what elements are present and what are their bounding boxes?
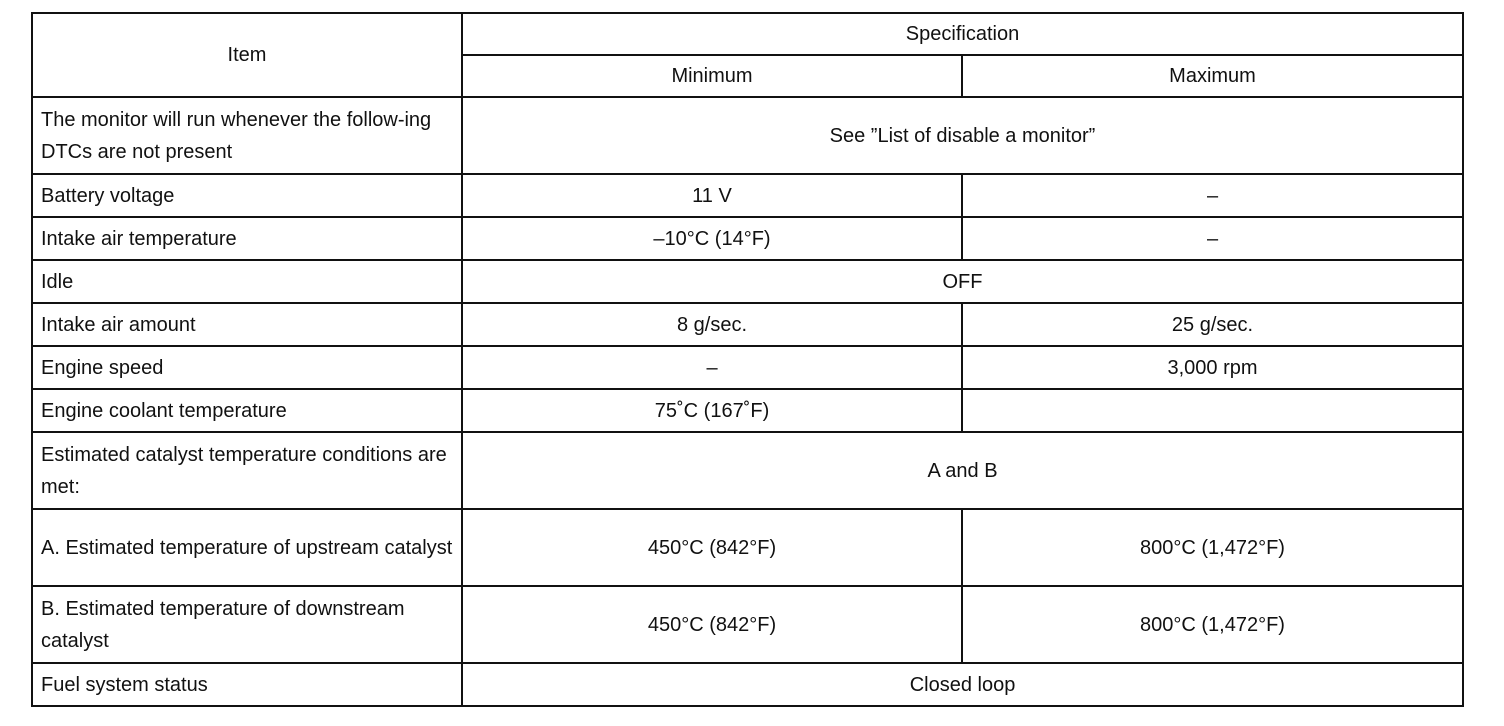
table-row <box>32 174 1463 217</box>
table-row <box>32 586 1463 663</box>
row-item: Fuel system status <box>32 663 462 706</box>
table-row <box>32 97 1463 174</box>
row-item: A. Estimated temperature of upstream catalyst <box>32 509 462 586</box>
header-specification: Specification <box>462 13 1463 55</box>
row-merged-value: OFF <box>462 260 1463 303</box>
row-maximum <box>962 389 1463 432</box>
table-row <box>32 663 1463 706</box>
spec-table-container <box>31 12 1464 707</box>
row-minimum: –10°C (14°F) <box>462 217 962 260</box>
row-merged-value: A and B <box>462 432 1463 509</box>
row-item: Engine coolant temperature <box>32 389 462 432</box>
row-item: Intake air temperature <box>32 217 462 260</box>
row-item: Estimated catalyst temperature conditions are met: <box>32 432 462 509</box>
row-item: Idle <box>32 260 462 303</box>
row-merged-value: Closed loop <box>462 663 1463 706</box>
row-minimum: 75˚C (167˚F) <box>462 389 962 432</box>
monitor-conditions-table <box>31 12 1464 707</box>
row-minimum: 450°C (842°F) <box>462 509 962 586</box>
header-row <box>32 13 1463 55</box>
row-maximum: 800°C (1,472°F) <box>962 509 1463 586</box>
table-row <box>32 432 1463 509</box>
row-maximum: 800°C (1,472°F) <box>962 586 1463 663</box>
row-maximum: – <box>962 217 1463 260</box>
table-row <box>32 509 1463 586</box>
row-maximum: 25 g/sec. <box>962 303 1463 346</box>
row-item: Engine speed <box>32 346 462 389</box>
table-row <box>32 260 1463 303</box>
table-row <box>32 303 1463 346</box>
row-maximum: – <box>962 174 1463 217</box>
row-maximum: 3,000 rpm <box>962 346 1463 389</box>
row-item: B. Estimated temperature of downstream catalyst <box>32 586 462 663</box>
row-item: Intake air amount <box>32 303 462 346</box>
table-row <box>32 346 1463 389</box>
row-item: The monitor will run whenever the follow-ing DTCs are not present <box>32 97 462 174</box>
row-minimum: 450°C (842°F) <box>462 586 962 663</box>
table-row <box>32 217 1463 260</box>
row-minimum: 11 V <box>462 174 962 217</box>
header-maximum: Maximum <box>962 55 1463 97</box>
row-minimum: 8 g/sec. <box>462 303 962 346</box>
header-item: Item <box>32 13 462 97</box>
header-minimum: Minimum <box>462 55 962 97</box>
table-row <box>32 389 1463 432</box>
row-merged-value: See ”List of disable a monitor” <box>462 97 1463 174</box>
row-item: Battery voltage <box>32 174 462 217</box>
row-minimum: – <box>462 346 962 389</box>
